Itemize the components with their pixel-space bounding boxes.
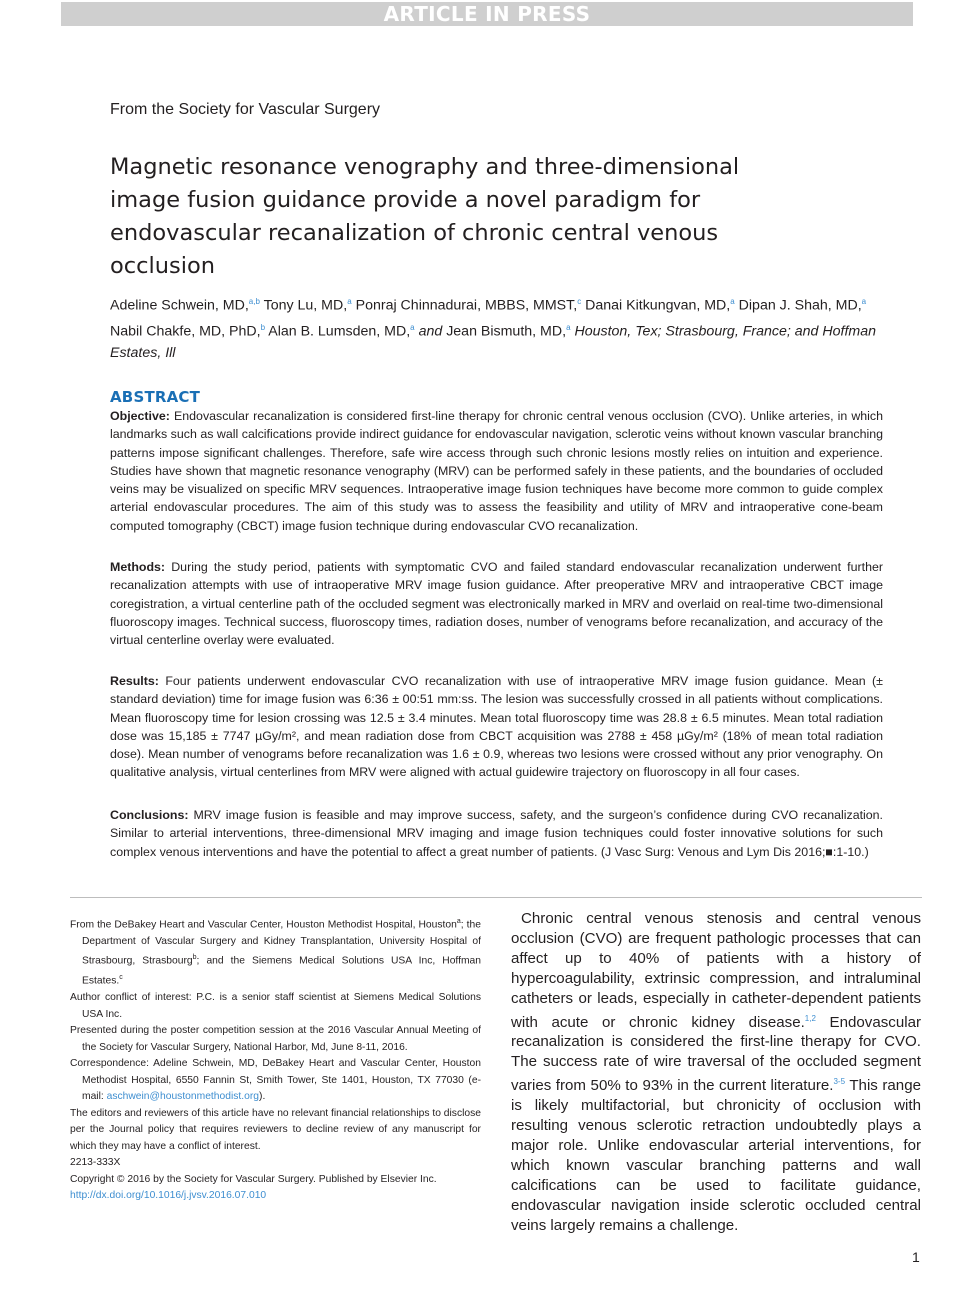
author-affiliation[interactable]: a [410, 322, 415, 332]
author-affiliation[interactable]: a [347, 297, 352, 306]
body-text: Chronic central venous stenosis and central venous occlusion (CVO) are frequent pathologic processes that can affect up to 40% of patients with a history of hypercoagulability, extrinsic compression, and intraluminal catheters or leads, especially in catheter-dependent patients with acute or chronic kidney disease. [511, 910, 921, 1031]
email-link[interactable]: aschwein@houstonmethodist.org [106, 1091, 260, 1103]
affiliation-sup: a [456, 918, 461, 925]
abstract-methods [110, 558, 883, 649]
objective-text: Endovascular recanalization is considered first-line therapy for chronic central venous occlusion (CVO). Unlike arteries, in which landmarks such as wall calcifications provide indirect guidance for endovascular navigation, sclerotic veins without known vascular branching patterns impose significant challenges. Therefore, safe wire access through such chronic lesions mostly relies on intuition and experience. Studies have shown that magnetic resonance venography (MRV) can be performed safely in these patients, and the boundaries of occluded veins may be visualized on specific MRV sequences. Intraoperative image fusion techniques have become more common to guide complex arterial endovascular procedures. The aim of this study was to assess the feasibility and utility of MRV and intraoperative cone-beam computed tomography (CBCT) image fusion technique during endovascular CVO recanalization. [110, 409, 883, 533]
author-name: Dipan J. Shah, MD, [738, 297, 862, 314]
methods-text: During the study period, patients with symptomatic CVO and failed standard endovascular recanalization underwent further recanalization attempts with use of intraoperative MRV image fusion guidance. After preoperative MRV and intraoperative CBCT image coregistration, a virtual centerline path of the occluded segment was electronically marked in MRV and overlaid on real-time two-dimensional fluoroscopy images. Technical success, fluoroscopy times, radiation doses, number of venograms before recanalization, and accuracy of the virtual centerline overlay were evaluated. [110, 560, 883, 648]
reference-link[interactable]: 3-5 [833, 1077, 846, 1087]
body-paragraph [511, 909, 921, 1236]
author-affiliation[interactable]: c [577, 297, 582, 306]
footnote-correspondence [70, 1056, 481, 1106]
author-name: Tony Lu, MD, [263, 297, 348, 314]
conclusions-text: MRV image fusion is feasible and may improve success, safety, and the surgeon’s confidence during CVO recanalization. Similar to arterial interventions, three-dimensional MRV imaging and image fusion techniques could foster innovative solutions for such complex venous interventions and have the potential to affect a great number of patients. (J Vasc Surg: Venous and Lym Dis 2016;■:1-10.) [110, 808, 884, 859]
author-list [110, 291, 900, 364]
author-affiliation[interactable]: b [260, 322, 266, 332]
results-text: Four patients underwent endovascular CVO recanalization with use of intraoperative MRV image fusion guidance. Mean (± standard deviation) time for image fusion was 6:36 ± 00:51 mm:ss. The lesion was successfully crossed in all patients without complications. Mean fluoroscopy time for lesion crossing was 12.5 ± 3.4 minutes. Mean total fluoroscopy time was 28.8 ± 6.5 minutes. Mean total radiation dose was 15,185 ± 7747 µGy/m², and mean radiation dose from CBCT acquisition was 2788 ± 458 µGy/m² (18% of mean total radiation dose). Mean number of venograms before recanalization was 1.6 ± 0.9, whereas two lesions were crossed without any prior venography. On qualitative analysis, virtual centerlines from MRV were aligned with actual guidewire trajectory on fluoroscopy in all four cases. [110, 674, 883, 780]
body-text: This range is likely multifactorial, but chronicity of occlusion with resulting venous sclerotic retraction undoubtedly plays a major role. Unlike endovascular arterial interventions, for which known vascular branching patterns and wall calcifications can be used to facilitate guidance, endovascular navigation inside sclerotic occluded central veins largely remains a challenge. [511, 1077, 921, 1234]
author-name: Nabil Chakfe, MD, PhD, [110, 323, 261, 340]
author-name: Adeline Schwein, MD, [110, 297, 249, 314]
author-locations: Houston, Tex; Strasbourg, France; and Hoffman Estates, Ill [110, 323, 876, 362]
affiliation-sup: b [192, 954, 197, 962]
affiliation-text: ; and the Siemens Medical Solutions USA Inc, Hoffman Estates. [82, 955, 481, 987]
author-name: Danai Kitkungvan, MD, [585, 297, 731, 314]
author-affiliation[interactable]: a,b [248, 297, 260, 306]
doi-link[interactable]: http://dx.doi.org/10.1016/j.jvsv.2016.07.010 [70, 1190, 267, 1202]
affiliation-sup: c [119, 974, 123, 982]
affiliation-text: From the DeBakey Heart and Vascular Center, Houston Methodist Hospital, Houston [70, 919, 457, 931]
article-in-press-banner [61, 2, 913, 26]
body-text: Endovascular recanalization is considered the first-line therapy for CVO. The success rate of wire traversal of the occluded segment varies from 50% to 93% in the current literature. [511, 1013, 921, 1095]
author-name: Ponraj Chinnadurai, MBBS, MMST, [355, 297, 578, 314]
correspondence-end: ). [259, 1091, 266, 1103]
objective-label: Objective: [110, 409, 170, 423]
author-affiliation[interactable]: a [730, 297, 735, 306]
footnote-issn: 2213-333X [70, 1157, 121, 1169]
author-affiliation[interactable]: a [566, 322, 571, 332]
abstract-conclusions [110, 806, 883, 861]
section-divider [70, 897, 922, 898]
author-name: Alan B. Lumsden, MD, [268, 323, 411, 340]
author-name: Jean Bismuth, MD, [446, 323, 567, 340]
footnote-editors: The editors and reviewers of this article have no relevant financial relationships to disclose per the Journal policy that requires reviewers to decline review of any manuscript for which they may have a conflict of interest. [70, 1107, 481, 1152]
footnotes [70, 914, 481, 1205]
page-number: 1 [912, 1249, 920, 1265]
reference-link[interactable]: 1,2 [804, 1013, 816, 1023]
affiliation-text: ; the Department of Vascular Surgery and Kidney Transplantation, University Hospital of Strasbourg, Strasbourg [82, 919, 481, 967]
society-line: From the Society for Vascular Surgery [110, 101, 381, 118]
conclusions-label: Conclusions: [110, 808, 189, 822]
abstract-heading: ABSTRACT [110, 388, 201, 406]
methods-label: Methods: [110, 560, 166, 574]
footnote-presented: Presented during the poster competition session at the 2016 Vascular Annual Meeting of the Society for Vascular Surgery, National Harbor, Md, June 8-11, 2016. [70, 1025, 481, 1053]
abstract-results [110, 672, 883, 782]
footnote-affiliations [70, 914, 481, 990]
correspondence-text: Correspondence: Adeline Schwein, MD, DeBakey Heart and Vascular Center, Houston Methodist Hospital, 6550 Fannin St, Smith Tower, Ste 1401, Houston, TX 77030 (e-mail: [70, 1058, 481, 1103]
abstract-objective [110, 407, 883, 535]
authors-and: and [418, 323, 443, 340]
footnote-conflict: Author conflict of interest: P.C. is a senior staff scientist at Siemens Medical Solutions USA Inc. [70, 992, 481, 1020]
author-affiliation[interactable]: a [861, 297, 867, 306]
footnote-doi [70, 1188, 481, 1205]
footnote-copyright: Copyright © 2016 by the Society for Vascular Surgery. Published by Elsevier Inc. [70, 1173, 437, 1185]
results-label: Results: [110, 674, 159, 688]
article-title: Magnetic resonance venography and three-dimensional image fusion guidance provide a novel paradigm for endovascular recanalization of chronic central venous occlusion [110, 154, 740, 279]
banner-text: ARTICLE IN PRESS [383, 2, 591, 26]
